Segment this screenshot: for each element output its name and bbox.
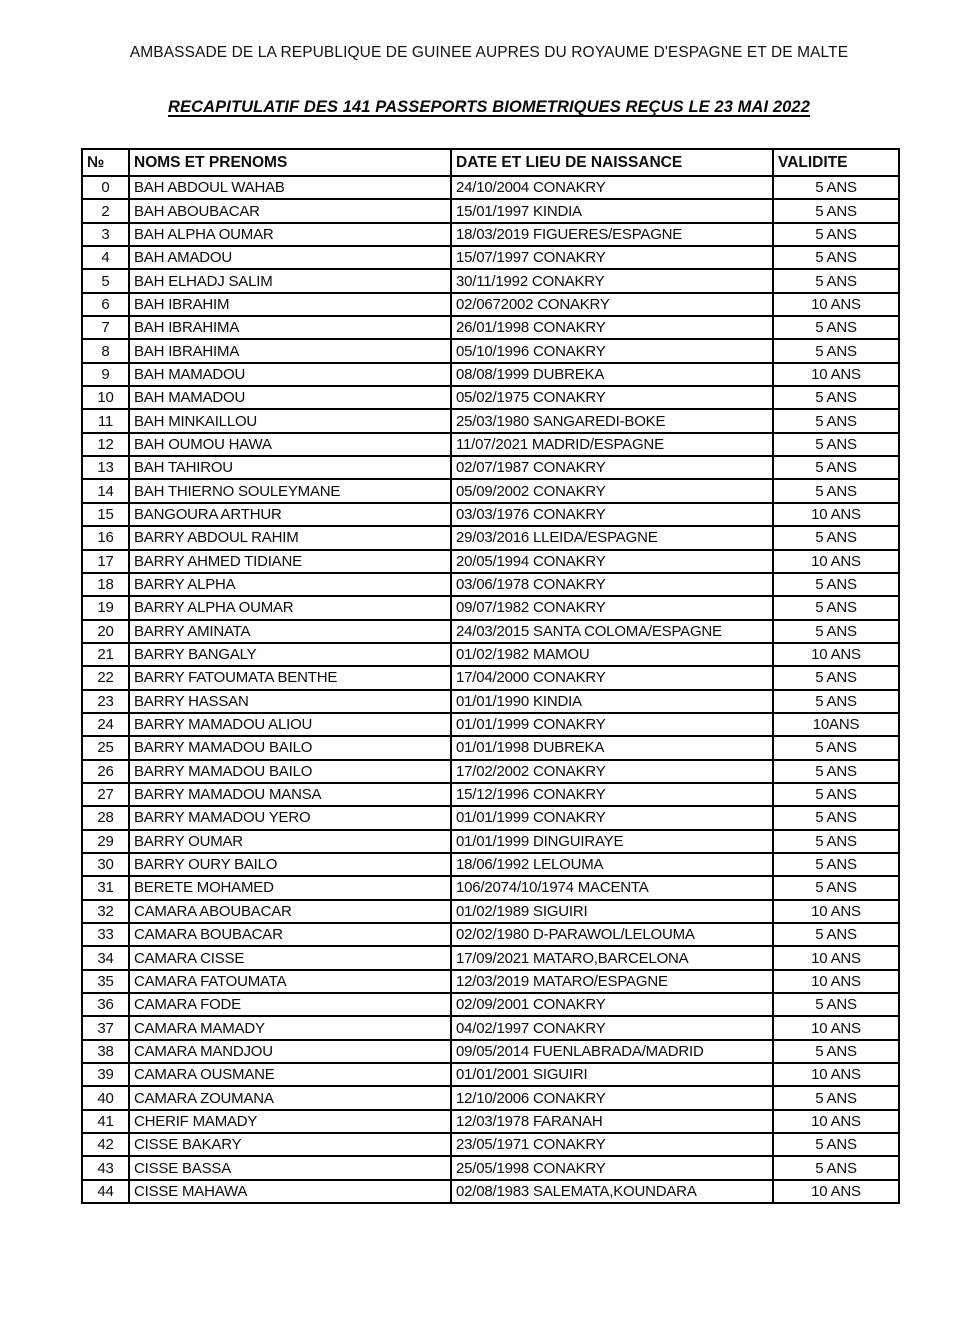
name-cell: BARRY MAMADOU BAILO [129, 760, 451, 783]
table-row [82, 690, 899, 713]
row-number-cell: 43 [82, 1156, 129, 1179]
table-header-row [82, 149, 899, 176]
row-number-cell: 22 [82, 666, 129, 689]
name-cell: BAH MINKAILLOU [129, 409, 451, 432]
passport-table-body [82, 176, 899, 1203]
birthdate-cell: 02/08/1983 SALEMATA,KOUNDARA [451, 1180, 773, 1203]
name-cell: BARRY AHMED TIDIANE [129, 550, 451, 573]
birthdate-cell: 03/03/1976 CONAKRY [451, 503, 773, 526]
birthdate-cell: 01/01/1999 CONAKRY [451, 713, 773, 736]
birthdate-cell: 01/01/1998 DUBREKA [451, 736, 773, 759]
validity-cell: 10 ANS [773, 643, 899, 666]
row-number-cell: 4 [82, 246, 129, 269]
birthdate-cell: 05/02/1975 CONAKRY [451, 386, 773, 409]
row-number-cell: 24 [82, 713, 129, 736]
row-number-cell: 42 [82, 1133, 129, 1156]
name-cell: BANGOURA ARTHUR [129, 503, 451, 526]
validity-cell: 5 ANS [773, 409, 899, 432]
table-row [82, 876, 899, 899]
row-number-cell: 36 [82, 993, 129, 1016]
row-number-cell: 2 [82, 199, 129, 222]
row-number-cell: 9 [82, 363, 129, 386]
validity-cell: 5 ANS [773, 596, 899, 619]
birthdate-cell: 02/07/1987 CONAKRY [451, 456, 773, 479]
name-cell: CAMARA FATOUMATA [129, 970, 451, 993]
table-row [82, 993, 899, 1016]
birthdate-cell: 12/03/2019 MATARO/ESPAGNE [451, 970, 773, 993]
name-cell: CISSE MAHAWA [129, 1180, 451, 1203]
validity-cell: 10 ANS [773, 503, 899, 526]
name-cell: BARRY HASSAN [129, 690, 451, 713]
name-cell: BAH AMADOU [129, 246, 451, 269]
validity-cell: 5 ANS [773, 830, 899, 853]
table-row [82, 923, 899, 946]
row-number-cell: 18 [82, 573, 129, 596]
name-cell: BAH THIERNO SOULEYMANE [129, 479, 451, 502]
table-row [82, 246, 899, 269]
table-row [82, 1156, 899, 1179]
name-cell: BAH IBRAHIMA [129, 316, 451, 339]
validity-cell: 5 ANS [773, 526, 899, 549]
name-cell: BARRY MAMADOU YERO [129, 806, 451, 829]
row-number-cell: 27 [82, 783, 129, 806]
table-row [82, 1016, 899, 1039]
validity-cell: 10 ANS [773, 900, 899, 923]
name-cell: CAMARA ZOUMANA [129, 1086, 451, 1109]
table-row [82, 456, 899, 479]
validity-cell: 10ANS [773, 713, 899, 736]
name-cell: CAMARA BOUBACAR [129, 923, 451, 946]
table-row [82, 1180, 899, 1203]
validity-cell: 5 ANS [773, 433, 899, 456]
document-title: RECAPITULATIF DES 141 PASSEPORTS BIOMETRIQUES REÇUS LE 23 MAI 2022 [168, 98, 810, 116]
validity-cell: 5 ANS [773, 176, 899, 199]
row-number-cell: 3 [82, 223, 129, 246]
validity-cell: 5 ANS [773, 339, 899, 362]
row-number-cell: 30 [82, 853, 129, 876]
table-row [82, 550, 899, 573]
row-number-cell: 41 [82, 1110, 129, 1133]
birthdate-cell: 04/02/1997 CONAKRY [451, 1016, 773, 1039]
name-cell: CAMARA ABOUBACAR [129, 900, 451, 923]
row-number-cell: 29 [82, 830, 129, 853]
birthdate-cell: 02/09/2001 CONAKRY [451, 993, 773, 1016]
row-number-cell: 37 [82, 1016, 129, 1039]
row-number-cell: 0 [82, 176, 129, 199]
validity-cell: 5 ANS [773, 269, 899, 292]
name-cell: BAH MAMADOU [129, 386, 451, 409]
birthdate-cell: 24/03/2015 SANTA COLOMA/ESPAGNE [451, 620, 773, 643]
table-row [82, 503, 899, 526]
name-cell: BAH ABDOUL WAHAB [129, 176, 451, 199]
table-row [82, 1040, 899, 1063]
name-cell: BAH ALPHA OUMAR [129, 223, 451, 246]
table-row [82, 643, 899, 666]
name-cell: BARRY ALPHA [129, 573, 451, 596]
table-row [82, 293, 899, 316]
row-number-cell: 32 [82, 900, 129, 923]
table-row [82, 596, 899, 619]
table-row [82, 783, 899, 806]
row-number-cell: 39 [82, 1063, 129, 1086]
validity-cell: 10 ANS [773, 1063, 899, 1086]
birthdate-cell: 17/04/2000 CONAKRY [451, 666, 773, 689]
table-row [82, 760, 899, 783]
birthdate-cell: 09/07/1982 CONAKRY [451, 596, 773, 619]
validity-cell: 5 ANS [773, 806, 899, 829]
birthdate-cell: 01/01/1999 DINGUIRAYE [451, 830, 773, 853]
name-cell: BAH IBRAHIM [129, 293, 451, 316]
row-number-cell: 20 [82, 620, 129, 643]
name-cell: CAMARA CISSE [129, 946, 451, 969]
table-row [82, 900, 899, 923]
table-row [82, 433, 899, 456]
birthdate-cell: 15/01/1997 KINDIA [451, 199, 773, 222]
validity-cell: 10 ANS [773, 970, 899, 993]
validity-cell: 5 ANS [773, 316, 899, 339]
name-cell: CISSE BAKARY [129, 1133, 451, 1156]
birthdate-cell: 01/02/1989 SIGUIRI [451, 900, 773, 923]
birthdate-cell: 20/05/1994 CONAKRY [451, 550, 773, 573]
birthdate-cell: 11/07/2021 MADRID/ESPAGNE [451, 433, 773, 456]
row-number-cell: 19 [82, 596, 129, 619]
birthdate-cell: 29/03/2016 LLEIDA/ESPAGNE [451, 526, 773, 549]
column-header-validity: VALIDITE [773, 149, 899, 176]
name-cell: BARRY OUMAR [129, 830, 451, 853]
name-cell: BAH IBRAHIMA [129, 339, 451, 362]
name-cell: BARRY ABDOUL RAHIM [129, 526, 451, 549]
name-cell: BAH TAHIROU [129, 456, 451, 479]
column-header-number: № [82, 149, 129, 176]
validity-cell: 5 ANS [773, 456, 899, 479]
row-number-cell: 15 [82, 503, 129, 526]
row-number-cell: 34 [82, 946, 129, 969]
name-cell: CAMARA MAMADY [129, 1016, 451, 1039]
table-row [82, 386, 899, 409]
name-cell: CAMARA MANDJOU [129, 1040, 451, 1063]
row-number-cell: 28 [82, 806, 129, 829]
validity-cell: 5 ANS [773, 386, 899, 409]
row-number-cell: 14 [82, 479, 129, 502]
validity-cell: 10 ANS [773, 1180, 899, 1203]
birthdate-cell: 17/09/2021 MATARO,BARCELONA [451, 946, 773, 969]
name-cell: BARRY BANGALY [129, 643, 451, 666]
birthdate-cell: 01/01/1999 CONAKRY [451, 806, 773, 829]
birthdate-cell: 26/01/1998 CONAKRY [451, 316, 773, 339]
birthdate-cell: 05/10/1996 CONAKRY [451, 339, 773, 362]
column-header-birth: DATE ET LIEU DE NAISSANCE [451, 149, 773, 176]
name-cell: BAH MAMADOU [129, 363, 451, 386]
validity-cell: 5 ANS [773, 573, 899, 596]
birthdate-cell: 25/05/1998 CONAKRY [451, 1156, 773, 1179]
validity-cell: 5 ANS [773, 993, 899, 1016]
name-cell: BARRY FATOUMATA BENTHE [129, 666, 451, 689]
validity-cell: 5 ANS [773, 736, 899, 759]
name-cell: BAH ABOUBACAR [129, 199, 451, 222]
row-number-cell: 35 [82, 970, 129, 993]
table-row [82, 666, 899, 689]
table-row [82, 713, 899, 736]
validity-cell: 10 ANS [773, 550, 899, 573]
row-number-cell: 44 [82, 1180, 129, 1203]
name-cell: BARRY MAMADOU BAILO [129, 736, 451, 759]
name-cell: BAH ELHADJ SALIM [129, 269, 451, 292]
table-row [82, 806, 899, 829]
validity-cell: 5 ANS [773, 620, 899, 643]
table-row [82, 830, 899, 853]
table-row [82, 223, 899, 246]
birthdate-cell: 12/10/2006 CONAKRY [451, 1086, 773, 1109]
name-cell: BAH OUMOU HAWA [129, 433, 451, 456]
validity-cell: 5 ANS [773, 199, 899, 222]
column-header-names: NOMS ET PRENOMS [129, 149, 451, 176]
birthdate-cell: 23/05/1971 CONAKRY [451, 1133, 773, 1156]
validity-cell: 10 ANS [773, 946, 899, 969]
table-row [82, 269, 899, 292]
name-cell: CHERIF MAMADY [129, 1110, 451, 1133]
row-number-cell: 40 [82, 1086, 129, 1109]
row-number-cell: 23 [82, 690, 129, 713]
row-number-cell: 16 [82, 526, 129, 549]
name-cell: BARRY OURY BAILO [129, 853, 451, 876]
name-cell: CISSE BASSA [129, 1156, 451, 1179]
passport-table [81, 148, 900, 1204]
row-number-cell: 10 [82, 386, 129, 409]
validity-cell: 5 ANS [773, 760, 899, 783]
row-number-cell: 31 [82, 876, 129, 899]
birthdate-cell: 09/05/2014 FUENLABRADA/MADRID [451, 1040, 773, 1063]
validity-cell: 5 ANS [773, 246, 899, 269]
table-row [82, 363, 899, 386]
embassy-header: AMBASSADE DE LA REPUBLIQUE DE GUINEE AUPRES DU ROYAUME D'ESPAGNE ET DE MALTE [129, 44, 849, 61]
birthdate-cell: 25/03/1980 SANGAREDI-BOKE [451, 409, 773, 432]
birthdate-cell: 02/02/1980 D-PARAWOL/LELOUMA [451, 923, 773, 946]
birthdate-cell: 03/06/1978 CONAKRY [451, 573, 773, 596]
table-row [82, 1063, 899, 1086]
birthdate-cell: 08/08/1999 DUBREKA [451, 363, 773, 386]
validity-cell: 10 ANS [773, 1016, 899, 1039]
birthdate-cell: 01/01/1990 KINDIA [451, 690, 773, 713]
row-number-cell: 38 [82, 1040, 129, 1063]
birthdate-cell: 02/0672002 CONAKRY [451, 293, 773, 316]
name-cell: BARRY MAMADOU MANSA [129, 783, 451, 806]
row-number-cell: 26 [82, 760, 129, 783]
table-row [82, 620, 899, 643]
name-cell: CAMARA FODE [129, 993, 451, 1016]
row-number-cell: 6 [82, 293, 129, 316]
validity-cell: 5 ANS [773, 876, 899, 899]
validity-cell: 5 ANS [773, 1040, 899, 1063]
validity-cell: 5 ANS [773, 1133, 899, 1156]
table-row [82, 339, 899, 362]
table-row [82, 526, 899, 549]
table-row [82, 199, 899, 222]
table-row [82, 1133, 899, 1156]
table-row [82, 573, 899, 596]
table-row [82, 316, 899, 339]
validity-cell: 10 ANS [773, 1110, 899, 1133]
birthdate-cell: 24/10/2004 CONAKRY [451, 176, 773, 199]
row-number-cell: 25 [82, 736, 129, 759]
row-number-cell: 13 [82, 456, 129, 479]
name-cell: CAMARA OUSMANE [129, 1063, 451, 1086]
row-number-cell: 7 [82, 316, 129, 339]
birthdate-cell: 01/02/1982 MAMOU [451, 643, 773, 666]
name-cell: BARRY ALPHA OUMAR [129, 596, 451, 619]
row-number-cell: 5 [82, 269, 129, 292]
row-number-cell: 17 [82, 550, 129, 573]
table-row [82, 176, 899, 199]
birthdate-cell: 18/06/1992 LELOUMA [451, 853, 773, 876]
table-row [82, 946, 899, 969]
table-row [82, 736, 899, 759]
name-cell: BARRY MAMADOU ALIOU [129, 713, 451, 736]
table-row [82, 970, 899, 993]
table-row [82, 409, 899, 432]
validity-cell: 5 ANS [773, 1156, 899, 1179]
validity-cell: 5 ANS [773, 853, 899, 876]
birthdate-cell: 30/11/1992 CONAKRY [451, 269, 773, 292]
validity-cell: 5 ANS [773, 223, 899, 246]
table-row [82, 479, 899, 502]
birthdate-cell: 15/12/1996 CONAKRY [451, 783, 773, 806]
table-row [82, 1086, 899, 1109]
birthdate-cell: 18/03/2019 FIGUERES/ESPAGNE [451, 223, 773, 246]
name-cell: BERETE MOHAMED [129, 876, 451, 899]
validity-cell: 5 ANS [773, 666, 899, 689]
birthdate-cell: 106/2074/10/1974 MACENTA [451, 876, 773, 899]
name-cell: BARRY AMINATA [129, 620, 451, 643]
birthdate-cell: 17/02/2002 CONAKRY [451, 760, 773, 783]
validity-cell: 5 ANS [773, 783, 899, 806]
birthdate-cell: 01/01/2001 SIGUIRI [451, 1063, 773, 1086]
row-number-cell: 11 [82, 409, 129, 432]
birthdate-cell: 15/07/1997 CONAKRY [451, 246, 773, 269]
row-number-cell: 12 [82, 433, 129, 456]
validity-cell: 5 ANS [773, 923, 899, 946]
validity-cell: 5 ANS [773, 479, 899, 502]
validity-cell: 10 ANS [773, 293, 899, 316]
birthdate-cell: 05/09/2002 CONAKRY [451, 479, 773, 502]
validity-cell: 5 ANS [773, 690, 899, 713]
validity-cell: 10 ANS [773, 363, 899, 386]
validity-cell: 5 ANS [773, 1086, 899, 1109]
birthdate-cell: 12/03/1978 FARANAH [451, 1110, 773, 1133]
row-number-cell: 8 [82, 339, 129, 362]
table-row [82, 1110, 899, 1133]
row-number-cell: 33 [82, 923, 129, 946]
table-row [82, 853, 899, 876]
row-number-cell: 21 [82, 643, 129, 666]
